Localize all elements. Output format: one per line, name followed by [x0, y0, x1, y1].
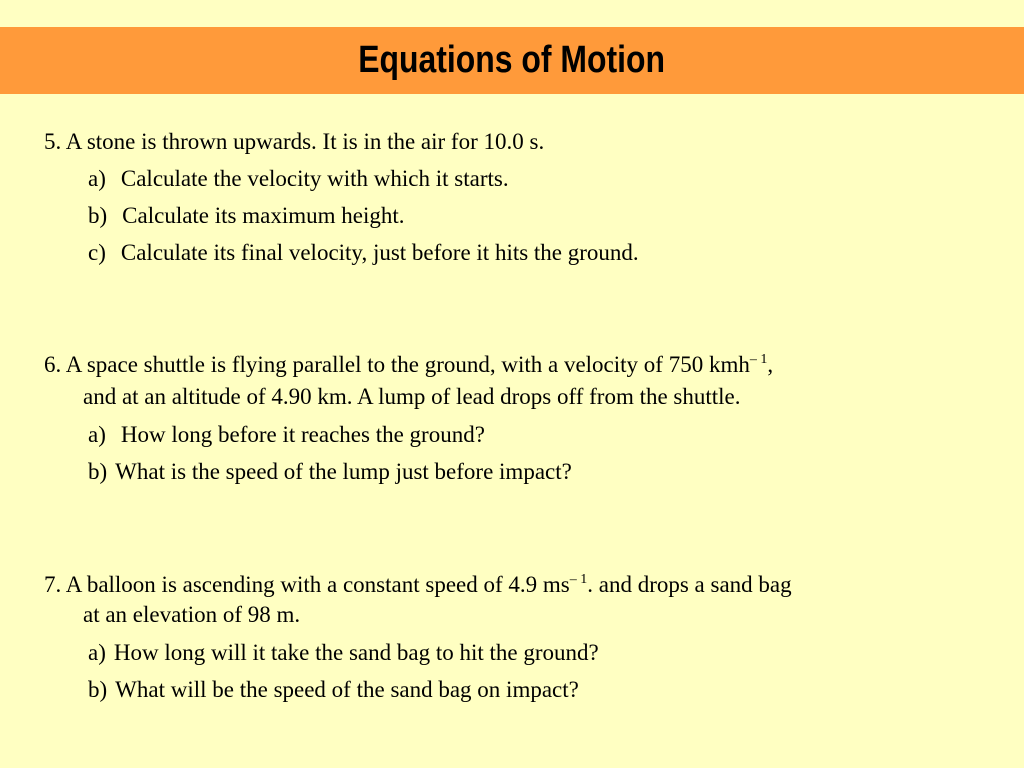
question-6-part-a — [88, 416, 485, 453]
part-text: How long before it reaches the ground? — [120, 422, 485, 447]
question-5-stem: 5. A stone is thrown upwards. It is in the air for 10.0 s. — [44, 129, 545, 154]
stem-text: . and drops a sand bag — [587, 572, 792, 597]
part-text: How long will it take the sand bag to hit the ground? — [113, 640, 599, 665]
part-text: What will be the speed of the sand bag on impact? — [115, 677, 579, 702]
part-text: Calculate its final velocity, just before it hits the ground. — [120, 240, 639, 265]
part-letter: b) — [88, 459, 108, 484]
question-5-part-c — [88, 234, 639, 271]
part-letter: a) — [88, 640, 106, 665]
part-letter: a) — [88, 166, 106, 191]
title-bar — [0, 27, 1024, 94]
part-letter: b) — [88, 203, 108, 228]
superscript: – 1 — [569, 572, 588, 587]
question-6-part-b — [88, 453, 572, 490]
part-text: Calculate its maximum height. — [122, 203, 405, 228]
question-5-part-b — [88, 197, 405, 234]
part-letter: c) — [88, 240, 106, 265]
question-7-stem-continued: at an elevation of 98 m. — [83, 602, 301, 627]
stem-punct: , — [767, 352, 774, 377]
part-text: What is the speed of the lump just before impact? — [115, 459, 572, 484]
slide-title: Equations of Motion — [358, 39, 666, 81]
question-7-part-a — [88, 634, 599, 671]
part-text: Calculate the velocity with which it starts. — [120, 166, 509, 191]
question-5-part-a — [88, 160, 509, 197]
superscript: – 1 — [749, 352, 768, 367]
question-6-stem-continued: and at an altitude of 4.90 km. A lump of lead drops off from the shuttle. — [83, 384, 741, 409]
question-7-part-b — [88, 671, 579, 708]
part-letter: b) — [88, 677, 108, 702]
stem-text: 6. A space shuttle is flying parallel to the ground, with a velocity of 750 kmh — [44, 352, 750, 377]
part-letter: a) — [88, 422, 106, 447]
stem-text: 7. A balloon is ascending with a constant speed of 4.9 ms — [44, 572, 570, 597]
